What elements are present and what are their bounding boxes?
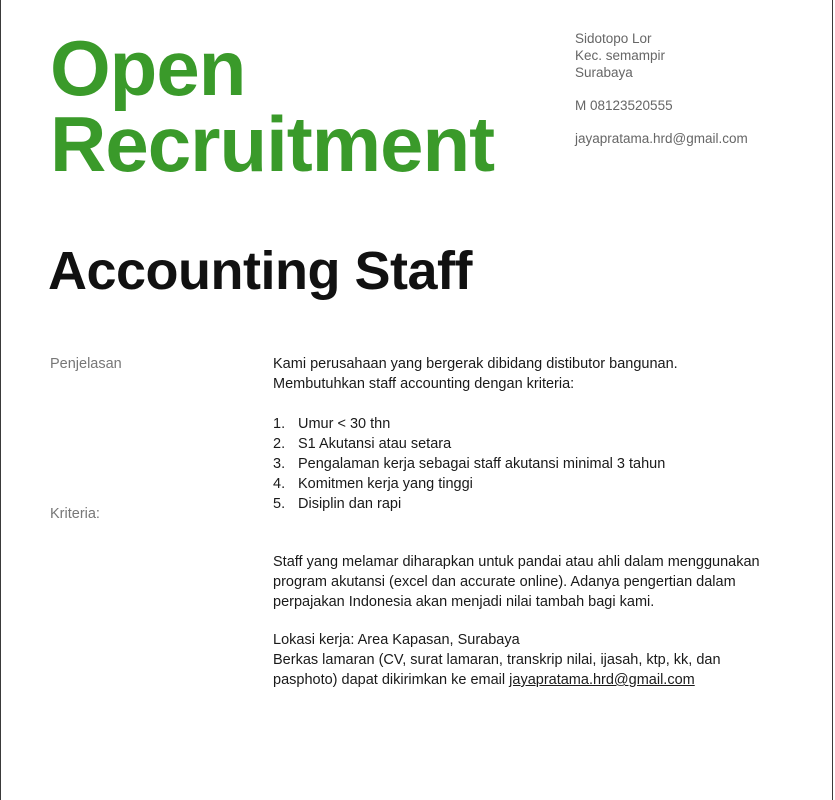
submission-email-link[interactable]: jayapratama.hrd@gmail.com — [509, 672, 695, 688]
headline-line-recruitment: Recruitment — [50, 100, 495, 188]
headline — [50, 24, 495, 188]
criteria-number: 4. — [273, 476, 286, 492]
contact-block — [575, 30, 748, 147]
address-line-1: Sidotopo Lor — [575, 31, 652, 46]
criteria-text: Disiplin dan rapi — [298, 496, 402, 512]
criteria-number: 5. — [273, 496, 286, 512]
criteria-item — [273, 474, 773, 494]
job-title: Accounting Staff — [48, 241, 472, 301]
description-line-1: Kami perusahaan yang bergerak dibidang distibutor bangunan. — [273, 356, 678, 372]
criteria-number: 3. — [273, 456, 286, 472]
label-criteria: Kriteria: — [50, 506, 100, 522]
submission-instructions — [273, 650, 773, 690]
label-description: Penjelasan — [50, 356, 122, 372]
phone-number: M 08123520555 — [575, 98, 673, 113]
criteria-item — [273, 434, 773, 454]
criteria-item — [273, 414, 773, 434]
criteria-number: 1. — [273, 416, 286, 432]
address-line-2: Kec. semampir — [575, 48, 666, 63]
criteria-item — [273, 494, 773, 514]
contact-email: jayapratama.hrd@gmail.com — [575, 131, 748, 146]
address-line-3: Surabaya — [575, 65, 633, 80]
criteria-text: S1 Akutansi atau setara — [298, 436, 452, 452]
submission-text: Berkas lamaran (CV, surat lamaran, transkrip nilai, ijasah, ktp, kk, dan pasphoto) dapat dikirimkan ke email — [273, 652, 721, 688]
details-paragraph: Staff yang melamar diharapkan untuk pandai atau ahli dalam menggunakan program akutansi (excel dan accurate online). Adanya pengertian dalam perpajakan Indonesia akan menjadi nilai tambah bagi kami. — [273, 554, 760, 610]
body-column — [273, 354, 773, 690]
headline-line-open: Open — [50, 24, 246, 112]
criteria-list — [273, 414, 773, 514]
work-location: Lokasi kerja: Area Kapasan, Surabaya — [273, 632, 520, 648]
description-line-2: Membutuhkan staff accounting dengan kriteria: — [273, 376, 575, 392]
criteria-text: Komitmen kerja yang tinggi — [298, 476, 473, 492]
criteria-item — [273, 454, 773, 474]
criteria-text: Pengalaman kerja sebagai staff akutansi minimal 3 tahun — [298, 456, 666, 472]
criteria-text: Umur < 30 thn — [298, 416, 391, 432]
criteria-number: 2. — [273, 436, 286, 452]
